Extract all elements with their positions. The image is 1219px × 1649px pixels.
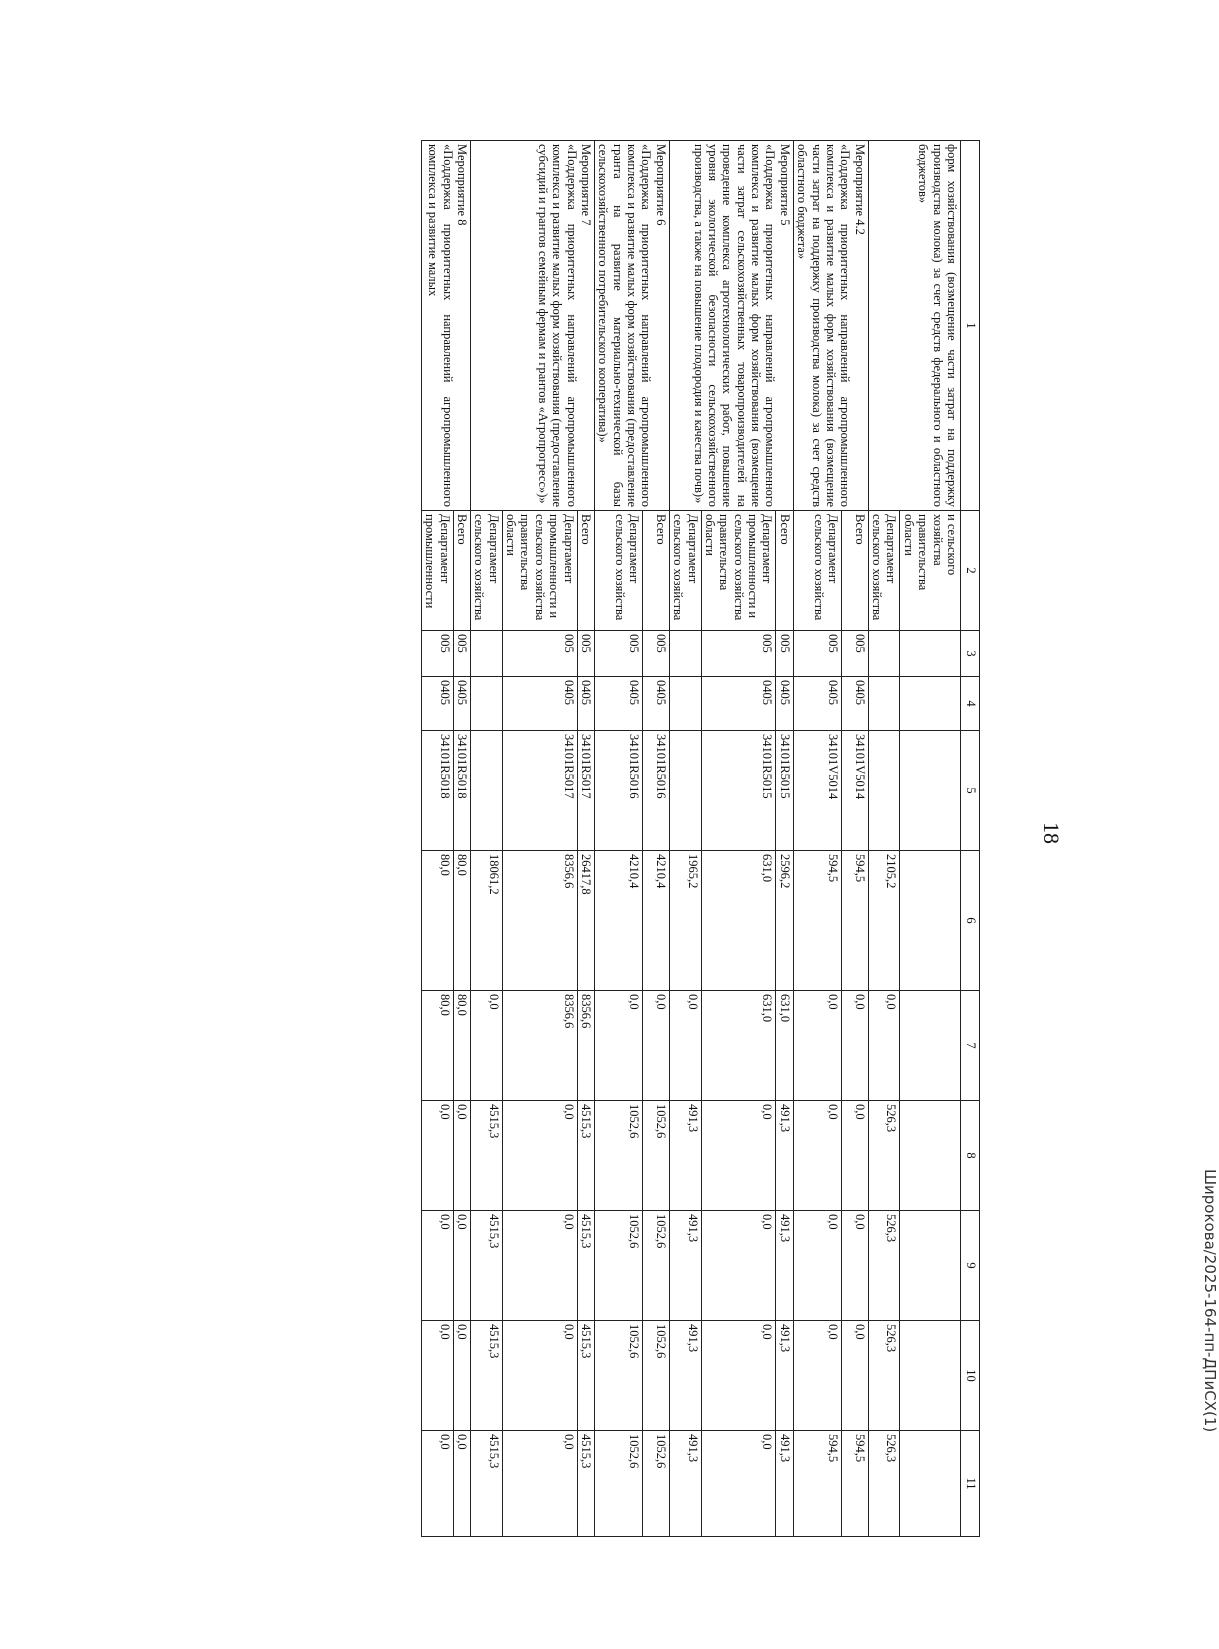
value-cell-v11: 0,0 — [701, 1431, 776, 1537]
value-cell-v9 — [900, 1211, 961, 1321]
column-header: 10 — [961, 1321, 980, 1431]
measure-description: «Поддержка приоритетных направлений агропромышленного комплекса и развитие малых форм хозяйствования (возмещение части затрат сельскохозяйственных товаропроизводителей на проведение комплекса агротехнологических работ, повышение уровня экологической безопасности сельскохозяйственного производства, а также на повышение плодородия и качества почв)» — [691, 144, 778, 507]
value-cell-v11: 1052,6 — [595, 1431, 643, 1537]
value-cell-v6: 18061,2 — [471, 851, 503, 991]
value-cell-v10 — [900, 1321, 961, 1431]
value-cell-grbs: 005 — [453, 631, 470, 677]
value-cell-v6: 8356,6 — [502, 851, 577, 991]
value-cell-v7: 631,0 — [701, 991, 776, 1101]
value-cell-rz: 0405 — [793, 677, 841, 731]
value-cell-v9: 4515,3 — [471, 1211, 503, 1321]
value-cell-csr — [669, 731, 701, 851]
value-cell-rz — [471, 677, 503, 731]
executor-cell: и сельского хозяйства правительства области — [900, 511, 961, 631]
value-cell-grbs: 005 — [793, 631, 841, 677]
measure-name: Мероприятие 7 — [579, 144, 593, 226]
value-cell-v7 — [900, 991, 961, 1101]
table-row — [900, 141, 961, 1537]
value-cell-v8: 0,0 — [421, 1101, 453, 1211]
value-cell-v10: 0,0 — [793, 1321, 841, 1431]
executor-cell: Всего — [776, 511, 793, 631]
measure-name: Мероприятие 4.2 — [852, 144, 867, 235]
value-cell-v6: 4210,4 — [643, 851, 669, 991]
value-cell-v6: 2105,2 — [868, 851, 900, 991]
value-cell-v7: 0,0 — [868, 991, 900, 1101]
executor-cell: Департамент промышленности и сельского хозяйства правительства области — [502, 511, 577, 631]
value-cell-v11: 526,3 — [868, 1431, 900, 1537]
rotated-table-content — [125, 140, 980, 1536]
value-cell-v11: 594,5 — [842, 1431, 868, 1537]
value-cell-v9: 491,3 — [669, 1211, 701, 1321]
measure-description: «Поддержка приоритетных направлений агропромышленного комплекса и развитие малых форм хозяйствования (предоставление субсидий и грантов семейным фермам и грантов «Агропрогресс»)» — [535, 144, 579, 507]
executor-cell: Всего — [842, 511, 868, 631]
column-header: 4 — [961, 677, 980, 731]
value-cell-v10: 491,3 — [669, 1321, 701, 1431]
value-cell-v8: 0,0 — [453, 1101, 470, 1211]
table-row — [453, 141, 470, 1537]
value-cell-v7: 631,0 — [776, 991, 793, 1101]
value-cell-v8: 4515,3 — [577, 1101, 594, 1211]
value-cell-v6 — [900, 851, 961, 991]
measure-cell — [669, 141, 793, 511]
value-cell-rz — [868, 677, 900, 731]
value-cell-v8: 1052,6 — [595, 1101, 643, 1211]
value-cell-grbs — [900, 631, 961, 677]
executor-cell: Департамент сельского хозяйства — [793, 511, 841, 631]
value-cell-rz: 0405 — [701, 677, 776, 731]
budget-table — [421, 140, 980, 1537]
value-cell-v8: 4515,3 — [471, 1101, 503, 1211]
value-cell-grbs: 005 — [421, 631, 453, 677]
value-cell-v9: 0,0 — [842, 1211, 868, 1321]
value-cell-v6: 26417,8 — [577, 851, 594, 991]
value-cell-csr: 34101R5015 — [701, 731, 776, 851]
value-cell-v11: 491,3 — [669, 1431, 701, 1537]
value-cell-v10: 0,0 — [842, 1321, 868, 1431]
value-cell-csr: 34101R5018 — [421, 731, 453, 851]
value-cell-v11: 0,0 — [453, 1431, 470, 1537]
value-cell-v8: 0,0 — [793, 1101, 841, 1211]
value-cell-grbs: 005 — [502, 631, 577, 677]
executor-cell: Департамент сельского хозяйства — [669, 511, 701, 631]
column-header: 3 — [961, 631, 980, 677]
value-cell-rz: 0405 — [421, 677, 453, 731]
value-cell-v10: 4515,3 — [471, 1321, 503, 1431]
column-header: 6 — [961, 851, 980, 991]
value-cell-csr: 34101R5016 — [595, 731, 643, 851]
value-cell-v11: 491,3 — [776, 1431, 793, 1537]
value-cell-v6: 80,0 — [421, 851, 453, 991]
value-cell-v11: 1052,6 — [643, 1431, 669, 1537]
value-cell-v7: 0,0 — [842, 991, 868, 1101]
value-cell-v8: 0,0 — [701, 1101, 776, 1211]
value-cell-v10: 526,3 — [868, 1321, 900, 1431]
value-cell-v6: 2596,2 — [776, 851, 793, 991]
value-cell-csr: 34101R5015 — [776, 731, 793, 851]
executor-cell: Департамент промышленности и сельского хозяйства правительства области — [701, 511, 776, 631]
value-cell-csr: 34101V5014 — [793, 731, 841, 851]
value-cell-csr — [900, 731, 961, 851]
value-cell-rz: 0405 — [595, 677, 643, 731]
value-cell-v10: 1052,6 — [595, 1321, 643, 1431]
value-cell-v7: 0,0 — [595, 991, 643, 1101]
value-cell-v9: 0,0 — [701, 1211, 776, 1321]
value-cell-v9: 1052,6 — [643, 1211, 669, 1321]
value-cell-v9: 491,3 — [776, 1211, 793, 1321]
value-cell-v7: 0,0 — [793, 991, 841, 1101]
value-cell-v6: 4210,4 — [595, 851, 643, 991]
executor-cell: Департамент сельского хозяйства — [595, 511, 643, 631]
value-cell-grbs: 005 — [701, 631, 776, 677]
value-cell-v10: 1052,6 — [643, 1321, 669, 1431]
column-header: 11 — [961, 1431, 980, 1537]
value-cell-rz: 0405 — [502, 677, 577, 731]
value-cell-csr: 34101V5014 — [842, 731, 868, 851]
value-cell-v11: 4515,3 — [577, 1431, 594, 1537]
value-cell-v9: 0,0 — [421, 1211, 453, 1321]
executor-cell: Департамент сельского хозяйства — [471, 511, 503, 631]
value-cell-v11: 594,5 — [793, 1431, 841, 1537]
value-cell-v8: 491,3 — [669, 1101, 701, 1211]
value-cell-v7: 8356,6 — [502, 991, 577, 1101]
value-cell-v9: 526,3 — [868, 1211, 900, 1321]
value-cell-v8: 491,3 — [776, 1101, 793, 1211]
value-cell-v9: 4515,3 — [577, 1211, 594, 1321]
value-cell-v10: 491,3 — [776, 1321, 793, 1431]
value-cell-v7: 80,0 — [453, 991, 470, 1101]
value-cell-grbs: 005 — [595, 631, 643, 677]
value-cell-csr: 34101R5017 — [502, 731, 577, 851]
measure-description: «Поддержка приоритетных направлений агропромышленного комплекса и развитие малых — [426, 144, 455, 507]
value-cell-v10: 0,0 — [421, 1321, 453, 1431]
header-row — [961, 141, 980, 1537]
value-cell-grbs: 005 — [577, 631, 594, 677]
value-cell-v9: 0,0 — [453, 1211, 470, 1321]
value-cell-grbs: 005 — [842, 631, 868, 677]
table-row — [842, 141, 868, 1537]
value-cell-v7: 0,0 — [643, 991, 669, 1101]
value-cell-v6: 594,5 — [793, 851, 841, 991]
value-cell-v9: 0,0 — [793, 1211, 841, 1321]
value-cell-csr — [471, 731, 503, 851]
value-cell-grbs — [471, 631, 503, 677]
value-cell-grbs: 005 — [643, 631, 669, 677]
executor-cell: Департамент промышленности — [421, 511, 453, 631]
column-header: 2 — [961, 511, 980, 631]
column-header: 9 — [961, 1211, 980, 1321]
value-cell-v6: 1965,2 — [669, 851, 701, 991]
value-cell-v6: 80,0 — [453, 851, 470, 991]
value-cell-rz: 0405 — [842, 677, 868, 731]
value-cell-v7: 80,0 — [421, 991, 453, 1101]
page-number: 18 — [1039, 822, 1064, 844]
column-header: 7 — [961, 991, 980, 1101]
executor-cell: Всего — [643, 511, 669, 631]
value-cell-v8: 1052,6 — [643, 1101, 669, 1211]
value-cell-v7: 8356,6 — [577, 991, 594, 1101]
value-cell-rz: 0405 — [577, 677, 594, 731]
rotated-table-frame — [125, 140, 980, 1536]
value-cell-grbs — [669, 631, 701, 677]
measure-cell — [421, 141, 470, 511]
measure-name: Мероприятие 5 — [777, 144, 792, 226]
value-cell-v11 — [900, 1431, 961, 1537]
measure-description: форм хозяйствования (возмещение части затрат на поддержку производства молока) за счет средств федерального и областного бюджетов» — [916, 144, 959, 507]
document-code: Широкова/2025-164-пп-ДПиСХ(1) — [1201, 1169, 1219, 1433]
column-header: 1 — [961, 141, 980, 511]
table-row — [776, 141, 793, 1537]
column-header: 8 — [961, 1101, 980, 1211]
value-cell-v6: 631,0 — [701, 851, 776, 991]
value-cell-v10: 4515,3 — [577, 1321, 594, 1431]
column-header: 5 — [961, 731, 980, 851]
value-cell-v11: 0,0 — [502, 1431, 577, 1537]
value-cell-v7: 0,0 — [471, 991, 503, 1101]
value-cell-v7: 0,0 — [669, 991, 701, 1101]
executor-cell: Всего — [577, 511, 594, 631]
value-cell-v8: 0,0 — [502, 1101, 577, 1211]
value-cell-v8: 526,3 — [868, 1101, 900, 1211]
value-cell-v8: 0,0 — [842, 1101, 868, 1211]
value-cell-rz: 0405 — [453, 677, 470, 731]
value-cell-csr: 34101R5016 — [643, 731, 669, 851]
value-cell-csr: 34101R5018 — [453, 731, 470, 851]
measure-name: Мероприятие 6 — [653, 144, 668, 226]
measure-cell — [471, 141, 595, 511]
value-cell-grbs — [868, 631, 900, 677]
value-cell-rz — [900, 677, 961, 731]
value-cell-v10: 0,0 — [453, 1321, 470, 1431]
value-cell-v8 — [900, 1101, 961, 1211]
value-cell-v9: 1052,6 — [595, 1211, 643, 1321]
value-cell-v10: 0,0 — [701, 1321, 776, 1431]
value-cell-v11: 4515,3 — [471, 1431, 503, 1537]
table-row — [643, 141, 669, 1537]
value-cell-grbs: 005 — [776, 631, 793, 677]
value-cell-csr: 34101R5017 — [577, 731, 594, 851]
value-cell-v9: 0,0 — [502, 1211, 577, 1321]
executor-cell: Всего — [453, 511, 470, 631]
value-cell-v11: 0,0 — [421, 1431, 453, 1537]
value-cell-rz: 0405 — [776, 677, 793, 731]
value-cell-v10: 0,0 — [502, 1321, 577, 1431]
value-cell-rz — [669, 677, 701, 731]
executor-cell: Департамент сельского хозяйства — [868, 511, 900, 631]
value-cell-csr — [868, 731, 900, 851]
measure-description: «Поддержка приоритетных направлений агропромышленного комплекса и развитие малых форм хозяйствования (предоставление гранта на развитие материально-технической базы сельскохозяйственного потребительского кооператива)» — [596, 144, 654, 507]
table-body — [421, 141, 960, 1537]
measure-cell — [595, 141, 670, 511]
value-cell-rz: 0405 — [643, 677, 669, 731]
value-cell-v6: 594,5 — [842, 851, 868, 991]
measure-description: «Поддержка приоритетных направлений агропромышленного комплекса и развитие малых форм хозяйствования (возмещение части затрат на поддержку производства молока) за счет средств областного бюджета» — [795, 144, 853, 507]
measure-cell — [793, 141, 868, 511]
measure-cell — [868, 141, 960, 511]
table-row — [577, 141, 594, 1537]
measure-name: Мероприятие 8 — [455, 144, 469, 226]
